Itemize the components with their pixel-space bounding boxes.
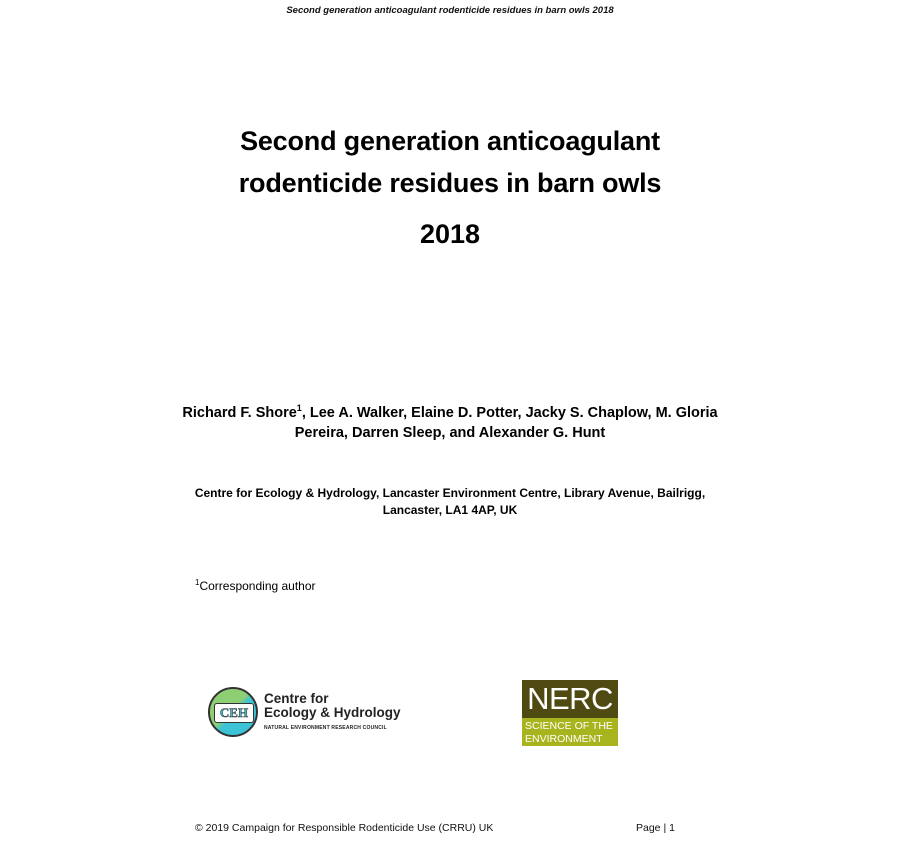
lead-author: Richard F. Shore [182, 404, 297, 421]
nerc-wordmark: NERC [522, 680, 618, 718]
nerc-tagline [522, 718, 618, 746]
ceh-logo [208, 687, 418, 739]
affiliation: Centre for Ecology & Hydrology, Lancaster Environment Centre, Library Avenue, Bailrigg, Lancaster, LA1 4AP, UK [194, 486, 706, 517]
title-line-1: Second generation anticoagulant [240, 126, 660, 156]
ceh-name [264, 692, 401, 720]
ceh-badge-icon [208, 687, 258, 737]
footer-copyright: © 2019 Campaign for Responsible Rodenticide Use (CRRU) UK [195, 822, 494, 834]
title-year: 2018 [419, 219, 481, 249]
running-header: Second generation anticoagulant rodenticide residues in barn owls 2018 [286, 5, 614, 16]
nerc-tagline-line-2: ENVIRONMENT [525, 732, 603, 745]
ceh-subtitle: NATURAL ENVIRONMENT RESEARCH COUNCIL [264, 725, 387, 731]
document-title [0, 120, 900, 254]
nerc-tagline-line-1: SCIENCE OF THE [525, 720, 613, 732]
corresponding-author-note [195, 578, 316, 593]
footer-page-number: Page | 1 [636, 822, 675, 834]
ceh-badge-text: CEH [214, 703, 254, 723]
corresponding-author-text: Corresponding author [199, 579, 316, 593]
co-authors: , Lee A. Walker, Elaine D. Potter, Jacky S. Chaplow, M. Gloria Pereira, Darren Sleep, and Alexander G. Hunt [294, 404, 718, 441]
ceh-name-line-2: Ecology & Hydrology [264, 705, 401, 720]
ceh-name-line-1: Centre for [264, 691, 329, 706]
nerc-logo [522, 680, 618, 746]
footnote-marker: 1 [195, 578, 200, 587]
author-list [180, 398, 720, 443]
title-line-2: rodenticide residues in barn owls [238, 168, 662, 198]
author-footnote-marker: 1 [296, 403, 302, 413]
